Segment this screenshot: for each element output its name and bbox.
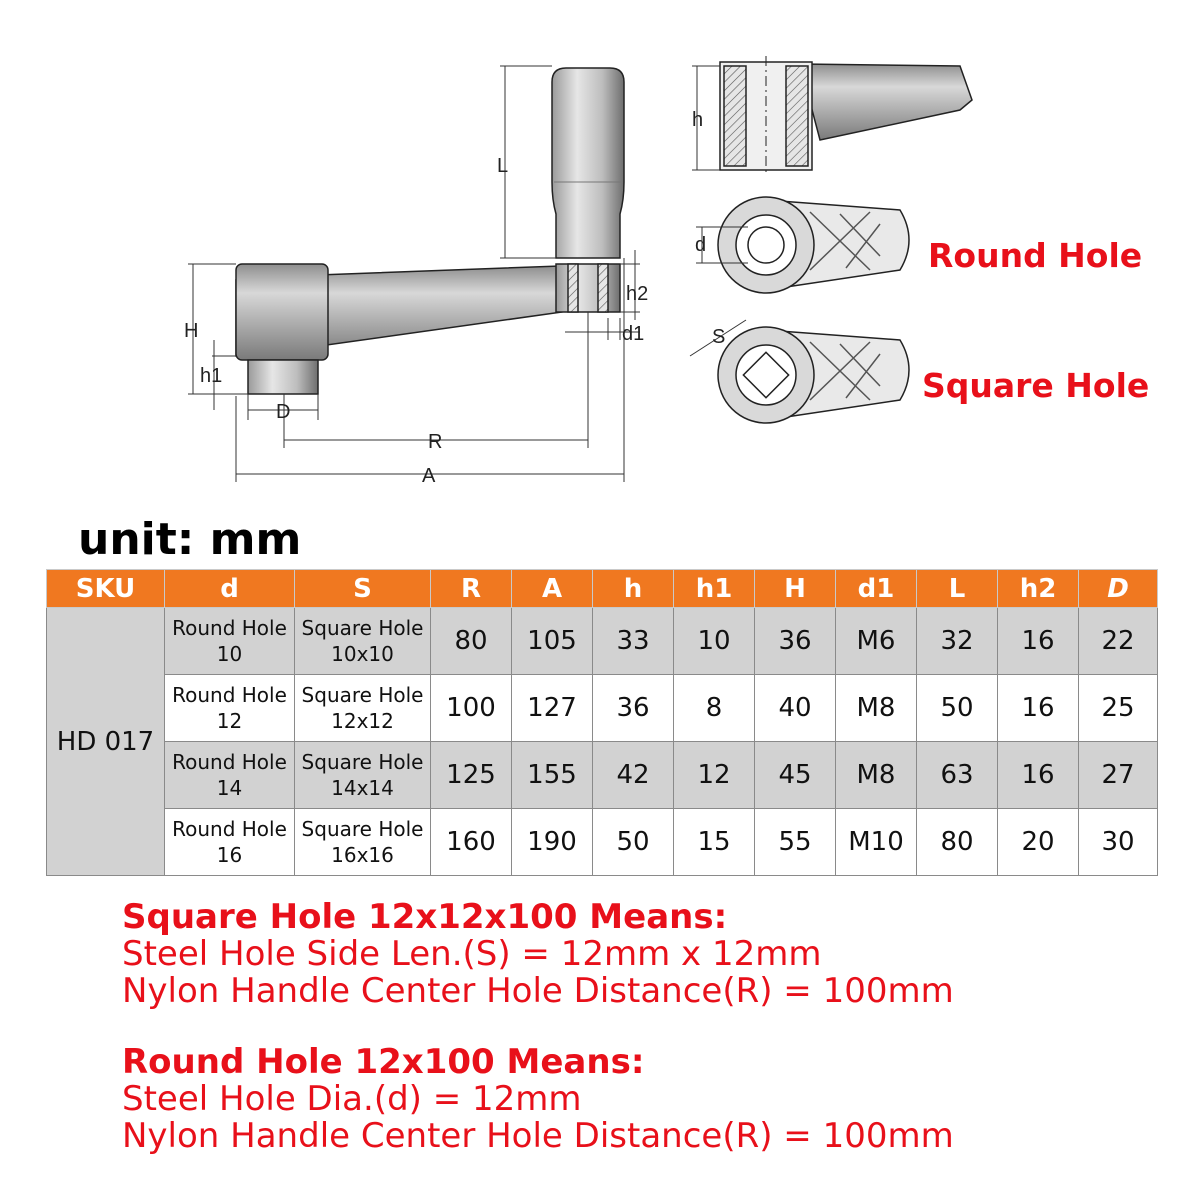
header-H: H (755, 570, 836, 608)
cell-d: Round Hole 14 (165, 742, 295, 809)
cell-h: 36 (593, 675, 674, 742)
cell-r: 80 (431, 608, 512, 675)
square-hole-note-title: Square Hole 12x12x100 Means: (122, 897, 728, 937)
cell-D: 25 (1079, 675, 1158, 742)
cell-l: 50 (917, 675, 998, 742)
round-hole-label: Round Hole (928, 236, 1143, 275)
cell-D: 30 (1079, 809, 1158, 876)
table-header-row (47, 570, 1158, 608)
cell-l: 80 (917, 809, 998, 876)
cell-h: 33 (593, 608, 674, 675)
round-hole-note-title: Round Hole 12x100 Means: (122, 1042, 645, 1082)
cell-h2: 16 (998, 608, 1079, 675)
dim-label-d1: d1 (622, 323, 645, 345)
cell-d1: M8 (836, 675, 917, 742)
cell-D: 22 (1079, 608, 1158, 675)
header-sku: SKU (47, 570, 165, 608)
dim-label-h: h (692, 109, 704, 131)
crank-side-view (236, 68, 624, 394)
round-hole-view (718, 197, 909, 293)
cell-d: Round Hole 10 (165, 608, 295, 675)
dim-label-S: S (712, 326, 726, 348)
header-D: D (1079, 570, 1158, 608)
sku-cell: HD 017 (47, 608, 165, 876)
header-s: S (295, 570, 431, 608)
dim-label-H: H (184, 320, 199, 342)
dim-label-A: A (422, 465, 436, 487)
unit-label: unit: mm (78, 514, 302, 565)
header-h2: h2 (998, 570, 1079, 608)
cell-s: Square Hole 10x10 (295, 608, 431, 675)
dim-label-h1: h1 (200, 365, 223, 387)
header-h: h (593, 570, 674, 608)
dim-label-h2: h2 (626, 283, 649, 305)
cell-a: 105 (512, 608, 593, 675)
cell-H: 36 (755, 608, 836, 675)
cell-h1: 8 (674, 675, 755, 742)
cell-h: 50 (593, 809, 674, 876)
dim-label-d: d (695, 234, 707, 256)
cell-h1: 12 (674, 742, 755, 809)
table-row (47, 608, 1158, 675)
cell-d: Round Hole 16 (165, 809, 295, 876)
cell-d1: M10 (836, 809, 917, 876)
cell-s: Square Hole 16x16 (295, 809, 431, 876)
cell-H: 40 (755, 675, 836, 742)
round-hole-note-line: Steel Hole Dia.(d) = 12mm (122, 1079, 582, 1119)
cell-r: 125 (431, 742, 512, 809)
cell-h2: 20 (998, 809, 1079, 876)
notes-block (122, 899, 954, 1155)
header-h1: h1 (674, 570, 755, 608)
cell-h2: 16 (998, 675, 1079, 742)
round-hole-note-line: Nylon Handle Center Hole Distance(R) = 100mm (122, 1116, 954, 1156)
cell-h1: 15 (674, 809, 755, 876)
cell-s: Square Hole 12x12 (295, 675, 431, 742)
cell-h1: 10 (674, 608, 755, 675)
cell-l: 63 (917, 742, 998, 809)
square-hole-note-line: Steel Hole Side Len.(S) = 12mm x 12mm (122, 934, 822, 974)
cell-a: 155 (512, 742, 593, 809)
header-l: L (917, 570, 998, 608)
cell-s: Square Hole 14x14 (295, 742, 431, 809)
header-r: R (431, 570, 512, 608)
square-hole-label: Square Hole (922, 366, 1150, 405)
square-hole-view (718, 327, 909, 423)
header-a: A (512, 570, 593, 608)
cell-H: 45 (755, 742, 836, 809)
cell-D: 27 (1079, 742, 1158, 809)
cell-d1: M6 (836, 608, 917, 675)
cell-d: Round Hole 12 (165, 675, 295, 742)
cell-r: 100 (431, 675, 512, 742)
cell-a: 190 (512, 809, 593, 876)
cell-l: 32 (917, 608, 998, 675)
header-d1: d1 (836, 570, 917, 608)
dim-label-D: D (276, 401, 291, 423)
cell-H: 55 (755, 809, 836, 876)
table-row (47, 809, 1158, 876)
cell-a: 127 (512, 675, 593, 742)
cell-h: 42 (593, 742, 674, 809)
table-row (47, 675, 1158, 742)
cell-d1: M8 (836, 742, 917, 809)
spec-table (46, 569, 1158, 876)
hub-section-view (720, 56, 972, 176)
cell-r: 160 (431, 809, 512, 876)
header-d: d (165, 570, 295, 608)
square-hole-note-line: Nylon Handle Center Hole Distance(R) = 100mm (122, 971, 954, 1011)
cell-h2: 16 (998, 742, 1079, 809)
dim-label-L: L (497, 155, 509, 177)
dim-label-R: R (428, 431, 443, 453)
table-row (47, 742, 1158, 809)
